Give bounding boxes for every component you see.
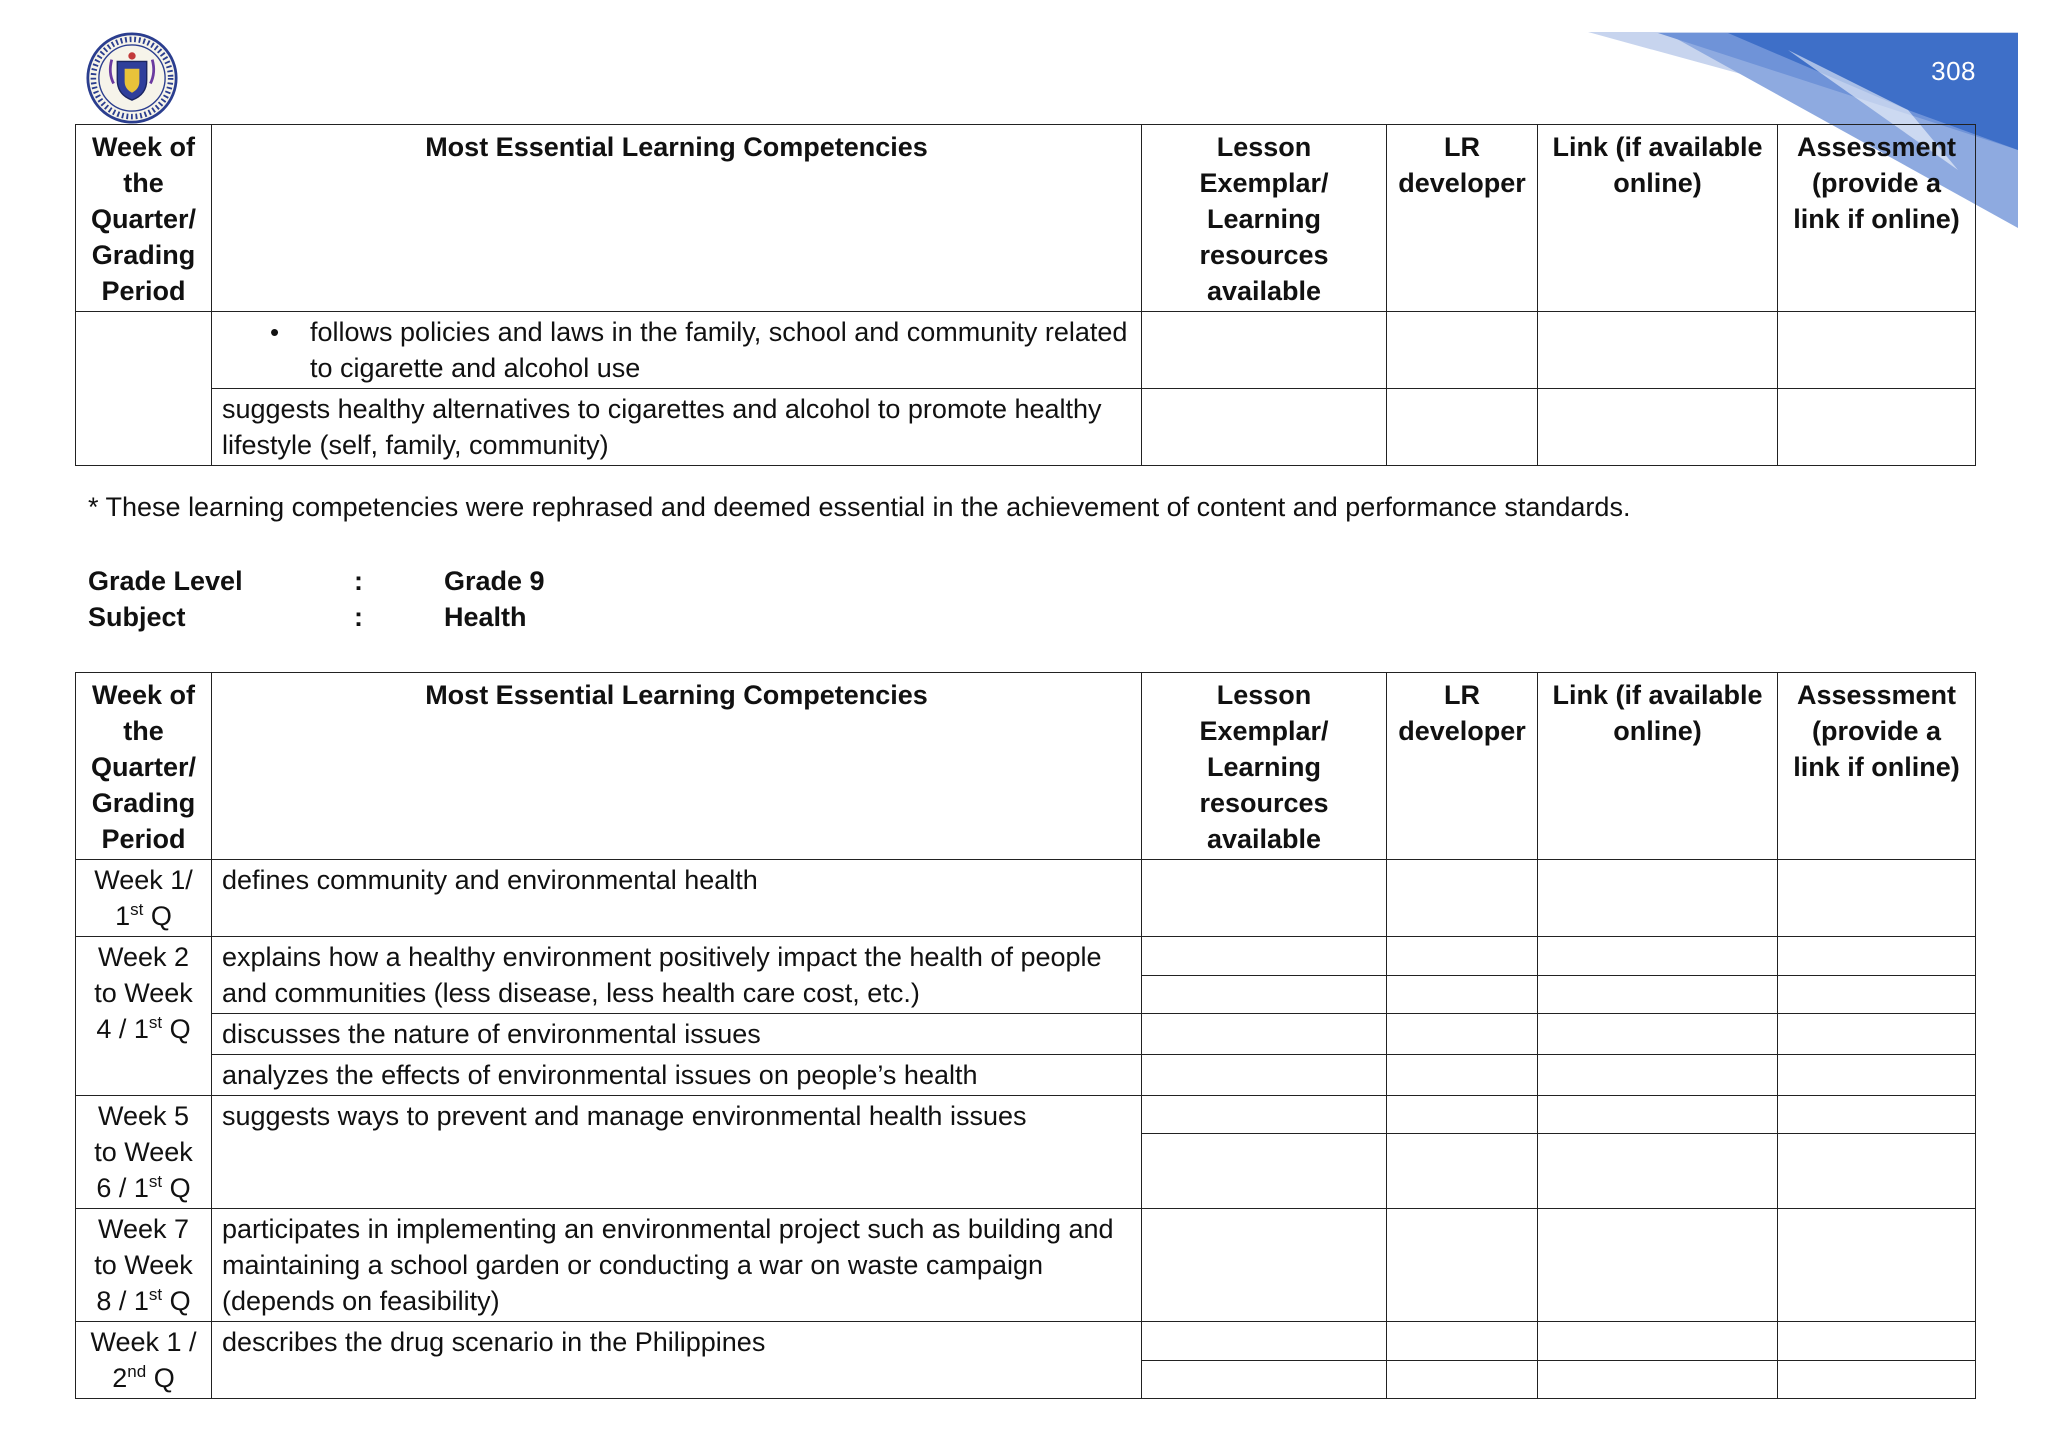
column-header-melc: Most Essential Learning Competencies xyxy=(212,673,1142,860)
column-header-week: Week of the Quarter/ Grading Period xyxy=(76,673,212,860)
lesson-cell xyxy=(1142,1360,1387,1399)
column-header-link: Link (if available online) xyxy=(1538,673,1778,860)
link-cell xyxy=(1538,975,1778,1014)
week-ordinal: st xyxy=(148,1013,163,1032)
competency-text: follows policies and laws in the family, school and community related to cigarette and alcohol use xyxy=(310,317,1128,383)
subject-value: Health xyxy=(444,602,527,632)
link-cell xyxy=(1538,937,1778,976)
week-ordinal: nd xyxy=(127,1362,147,1381)
lr-cell xyxy=(1387,975,1538,1014)
week-quarter: Q xyxy=(162,1014,191,1044)
melc-table-grade9-health xyxy=(75,672,1976,1399)
lesson-cell xyxy=(1142,1055,1387,1096)
link-cell xyxy=(1538,312,1778,389)
week-quarter: Q xyxy=(146,1363,175,1393)
table-row xyxy=(76,1322,1976,1361)
lr-cell xyxy=(1387,1209,1538,1322)
lr-cell xyxy=(1387,1360,1538,1399)
lesson-cell xyxy=(1142,1014,1387,1055)
page-number: 308 xyxy=(1931,56,1976,86)
competency-cell: explains how a healthy environment positively impact the health of people and communities (less disease, less health care cost, etc.) xyxy=(212,937,1142,1014)
link-cell xyxy=(1538,1014,1778,1055)
week-cell xyxy=(76,937,212,1096)
subject-label: Subject xyxy=(88,602,186,632)
link-cell xyxy=(1538,1322,1778,1361)
link-cell xyxy=(1538,1360,1778,1399)
competency-cell: describes the drug scenario in the Philippines xyxy=(212,1322,1142,1399)
assessment-cell xyxy=(1778,1322,1976,1361)
bullet-icon: • xyxy=(270,317,280,347)
competency-cell: participates in implementing an environmental project such as building and maintaining a school garden or conducting a war on waste campaign (depends on feasibility) xyxy=(212,1209,1142,1322)
week-cell xyxy=(76,1322,212,1399)
link-cell xyxy=(1538,860,1778,937)
assessment-cell xyxy=(1778,1134,1976,1209)
lesson-cell xyxy=(1142,937,1387,976)
link-cell xyxy=(1538,1055,1778,1096)
week-ordinal: st xyxy=(148,1172,163,1191)
assessment-cell xyxy=(1778,1209,1976,1322)
week-text: Week 5 to Week 6 / 1 xyxy=(94,1101,193,1203)
table-row xyxy=(76,937,1976,976)
table-row xyxy=(76,1209,1976,1322)
lesson-cell xyxy=(1142,1322,1387,1361)
lr-cell xyxy=(1387,312,1538,389)
assessment-cell xyxy=(1778,1096,1976,1134)
lesson-cell xyxy=(1142,1096,1387,1134)
column-header-melc: Most Essential Learning Competencies xyxy=(212,125,1142,312)
week-text: Week 2 to Week 4 / 1 xyxy=(94,942,193,1044)
lesson-cell xyxy=(1142,312,1387,389)
week-cell xyxy=(76,1209,212,1322)
column-header-assessment: Assessment (provide a link if online) xyxy=(1778,673,1976,860)
table-row xyxy=(76,1055,1976,1096)
grade-level-label: Grade Level xyxy=(88,566,243,596)
week-quarter: Q xyxy=(162,1286,191,1316)
week-cell xyxy=(76,860,212,937)
assessment-cell xyxy=(1778,312,1976,389)
lr-cell xyxy=(1387,1096,1538,1134)
table-row xyxy=(76,312,1976,389)
lesson-cell xyxy=(1142,389,1387,466)
grade-level-value: Grade 9 xyxy=(444,566,545,596)
lr-cell xyxy=(1387,860,1538,937)
competency-cell: suggests ways to prevent and manage environmental health issues xyxy=(212,1096,1142,1209)
footnote: * These learning competencies were rephrased and deemed essential in the achievement of content and performance standards. xyxy=(88,492,1631,522)
subject-separator: : xyxy=(354,602,363,632)
week-cell xyxy=(76,1096,212,1209)
week-text: Week 1 / 2 xyxy=(90,1327,197,1393)
deped-seal-logo xyxy=(86,32,178,124)
table-header-row xyxy=(76,125,1976,312)
assessment-cell xyxy=(1778,1055,1976,1096)
column-header-link: Link (if available online) xyxy=(1538,125,1778,312)
assessment-cell xyxy=(1778,1360,1976,1399)
week-ordinal: st xyxy=(148,1285,163,1304)
column-header-week: Week of the Quarter/ Grading Period xyxy=(76,125,212,312)
week-text: Week 7 to Week 8 / 1 xyxy=(94,1214,193,1316)
link-cell xyxy=(1538,1209,1778,1322)
column-header-lr-developer: LR developer xyxy=(1387,125,1538,312)
column-header-lesson: Lesson Exemplar/ Learning resources available xyxy=(1142,673,1387,860)
link-cell xyxy=(1538,1134,1778,1209)
week-text: Week 1/ 1 xyxy=(94,865,193,931)
lr-cell xyxy=(1387,1055,1538,1096)
lesson-cell xyxy=(1142,860,1387,937)
link-cell xyxy=(1538,389,1778,466)
assessment-cell xyxy=(1778,937,1976,976)
table-row xyxy=(76,389,1976,466)
column-header-lr-developer: LR developer xyxy=(1387,673,1538,860)
table-row xyxy=(76,860,1976,937)
competency-cell xyxy=(212,312,1142,389)
lr-cell xyxy=(1387,1134,1538,1209)
competency-cell: analyzes the effects of environmental issues on people’s health xyxy=(212,1055,1142,1096)
week-cell xyxy=(76,312,212,466)
lesson-cell xyxy=(1142,975,1387,1014)
assessment-cell xyxy=(1778,389,1976,466)
melc-table-continued xyxy=(75,124,1976,466)
competency-cell: defines community and environmental health xyxy=(212,860,1142,937)
link-cell xyxy=(1538,1096,1778,1134)
lr-cell xyxy=(1387,937,1538,976)
lr-cell xyxy=(1387,1014,1538,1055)
table-row xyxy=(76,1096,1976,1134)
week-quarter: Q xyxy=(162,1173,191,1203)
table-row xyxy=(76,1014,1976,1055)
column-header-assessment: Assessment (provide a link if online) xyxy=(1778,125,1976,312)
lr-cell xyxy=(1387,389,1538,466)
lesson-cell xyxy=(1142,1134,1387,1209)
grade-level-separator: : xyxy=(354,566,363,596)
assessment-cell xyxy=(1778,1014,1976,1055)
table-header-row xyxy=(76,673,1976,860)
assessment-cell xyxy=(1778,860,1976,937)
competency-cell: discusses the nature of environmental issues xyxy=(212,1014,1142,1055)
week-quarter: Q xyxy=(143,901,172,931)
lesson-cell xyxy=(1142,1209,1387,1322)
week-ordinal: st xyxy=(130,900,144,919)
column-header-lesson: Lesson Exemplar/ Learning resources available xyxy=(1142,125,1387,312)
assessment-cell xyxy=(1778,975,1976,1014)
lr-cell xyxy=(1387,1322,1538,1361)
competency-cell: suggests healthy alternatives to cigarettes and alcohol to promote healthy lifestyle (self, family, community) xyxy=(212,389,1142,466)
